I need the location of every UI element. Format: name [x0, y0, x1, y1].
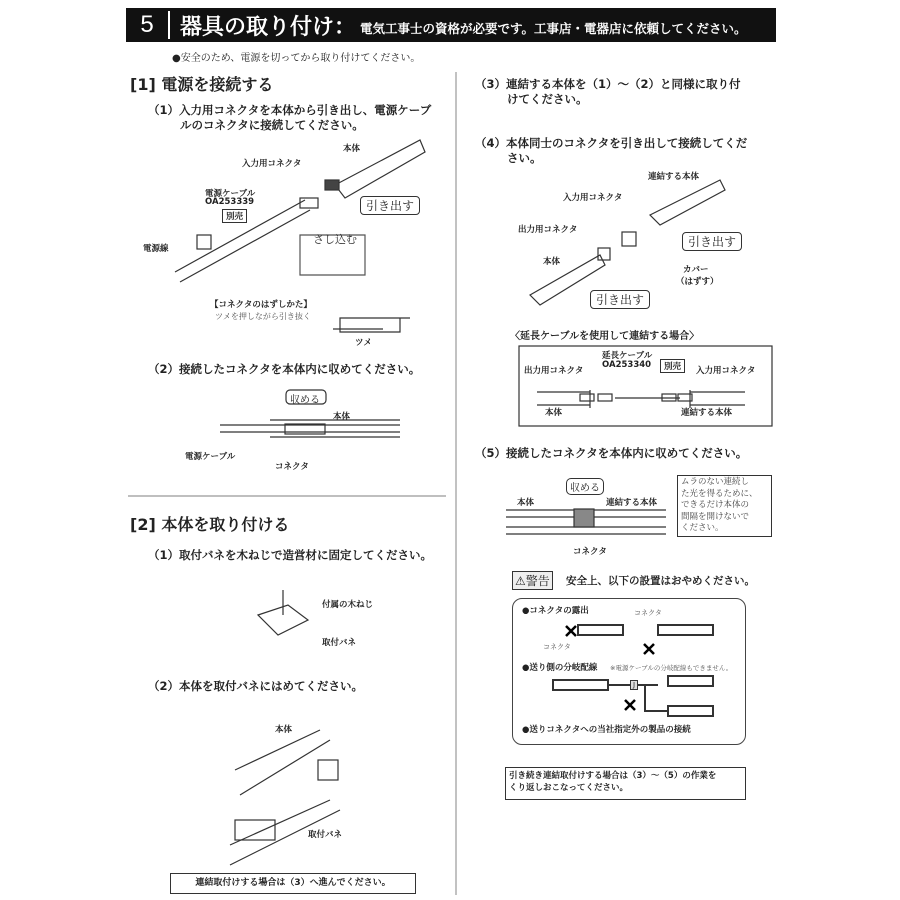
label-pull-out: 引き出す: [682, 232, 742, 251]
label-output-connector: 出力用コネクタ: [524, 366, 584, 376]
note-line: た光を得るために、: [681, 488, 758, 499]
warning-item-2-note: ※電源ケーブルの分岐配線もできません。: [610, 664, 733, 672]
extension-title: 〈延長ケーブルを使用して連結する場合〉: [510, 331, 700, 342]
sold-separately-badge: 別売: [660, 359, 685, 373]
label-store: 収める: [290, 395, 320, 406]
label-connector: コネクタ: [634, 609, 662, 617]
label-how-to-remove: 【コネクタのはずしかた】: [210, 300, 312, 310]
label-power-cable-code: OA253339: [205, 197, 255, 207]
label-output-connector: 出力用コネクタ: [518, 225, 578, 235]
label-power-cable: 電源ケーブル: [185, 452, 236, 462]
label-cover-remove: （はずす）: [676, 277, 719, 287]
label-insert: さし込む: [313, 233, 357, 246]
label-linked-body: 連結する本体: [681, 408, 733, 418]
label-connector: コネクタ: [543, 643, 571, 651]
label-body: 本体: [543, 257, 561, 267]
label-power-line: 電源線: [143, 244, 169, 254]
label-input-connector: 入力用コネクタ: [696, 366, 756, 376]
label-linked-body: 連結する本体: [648, 172, 700, 182]
label-linked-body: 連結する本体: [606, 498, 658, 508]
section1-step1-text: [148, 103, 431, 133]
label-body: 本体: [275, 725, 293, 735]
step4-text: [475, 136, 747, 166]
section-number: 5: [126, 11, 170, 39]
label-spring: 取付バネ: [322, 638, 357, 648]
label-power-cable: 電源ケーブル: [205, 189, 256, 199]
label-connector: コネクタ: [275, 462, 309, 472]
label-claw: ツメ: [355, 338, 372, 348]
section-title: 器具の取り付け：: [180, 14, 357, 40]
warning-badge: ⚠警告: [512, 571, 553, 590]
sold-separately-badge: 別売: [222, 209, 247, 223]
warning-item-3: ●送りコネクタへの当社指定外の製品の接続: [522, 725, 691, 735]
note-line: くり返しおこなってください。: [509, 782, 629, 793]
label-body: 本体: [517, 498, 535, 508]
line: けてください。: [507, 92, 588, 106]
label-store: 収める: [566, 478, 604, 495]
note-line: ムラのない連続し: [681, 477, 750, 487]
note-line: できるだけ本体の: [681, 500, 750, 510]
label-extension-code: OA253340: [602, 360, 652, 370]
warning-text: 安全上、以下の設置はおやめください。: [566, 575, 755, 587]
warning-item-2: ●送り側の分岐配線: [522, 663, 598, 673]
note-line: ください。: [681, 523, 724, 533]
label-cover: カバー: [683, 265, 709, 275]
section2-step1-text: （1）取付バネを木ねじで造営材に固定してください。: [148, 548, 432, 562]
note-line: 引き続き連結取付けする場合は（3）～（5）の作業を: [509, 771, 717, 781]
section2-step2-text: （2）本体を取付バネにはめてください。: [148, 679, 363, 693]
repeat-note: [505, 767, 746, 800]
section1-step2-text: （2）接続したコネクタを本体内に収めてください。: [148, 362, 421, 376]
label-extension-cable: 延長ケーブル: [602, 351, 653, 361]
label-body: 本体: [545, 408, 563, 418]
label-pull-out-2: 引き出す: [590, 290, 650, 309]
warning-item-1: ●コネクタの露出: [522, 606, 589, 616]
label-body: 本体: [343, 144, 361, 154]
line: ルのコネクタに接続してください。: [180, 118, 364, 132]
label-how-to-remove-desc: ツメを押しながら引き抜く: [215, 312, 311, 321]
label-pull-out: 引き出す: [360, 196, 420, 215]
safety-note: ●安全のため、電源を切ってから取り付けてください。: [172, 53, 421, 64]
label-spring: 取付バネ: [308, 830, 343, 840]
section-subtitle: 電気工事士の資格が必要です。工事店・電器店に依頼してください。: [360, 21, 747, 36]
line: さい。: [507, 151, 542, 165]
gap-note: [677, 475, 772, 537]
section2-title: [2] 本体を取り付ける: [130, 515, 290, 534]
label-body: 本体: [333, 412, 351, 422]
label-input-connector: 入力用コネクタ: [242, 159, 302, 169]
line: （1）入力用コネクタを本体から引き出し、電源ケーブ: [148, 103, 432, 117]
label-input-connector: 入力用コネクタ: [563, 193, 623, 203]
line: （4）本体同士のコネクタを引き出して接続してくだ: [475, 136, 748, 150]
note-line: 間隔を開けないで: [681, 511, 750, 522]
label-connector: コネクタ: [573, 547, 607, 557]
junction-box: J: [630, 680, 638, 690]
label-screw: 付属の木ねじ: [322, 600, 374, 610]
step3-text: [475, 77, 741, 107]
section1-title: [1] 電源を接続する: [130, 75, 274, 94]
step5-text: （5）接続したコネクタを本体内に収めてください。: [475, 446, 748, 460]
line: （3）連結する本体を（1）～（2）と同様に取り付: [475, 77, 741, 91]
proceed-note: 連結取付けする場合は（3）へ進んでください。: [170, 873, 416, 894]
